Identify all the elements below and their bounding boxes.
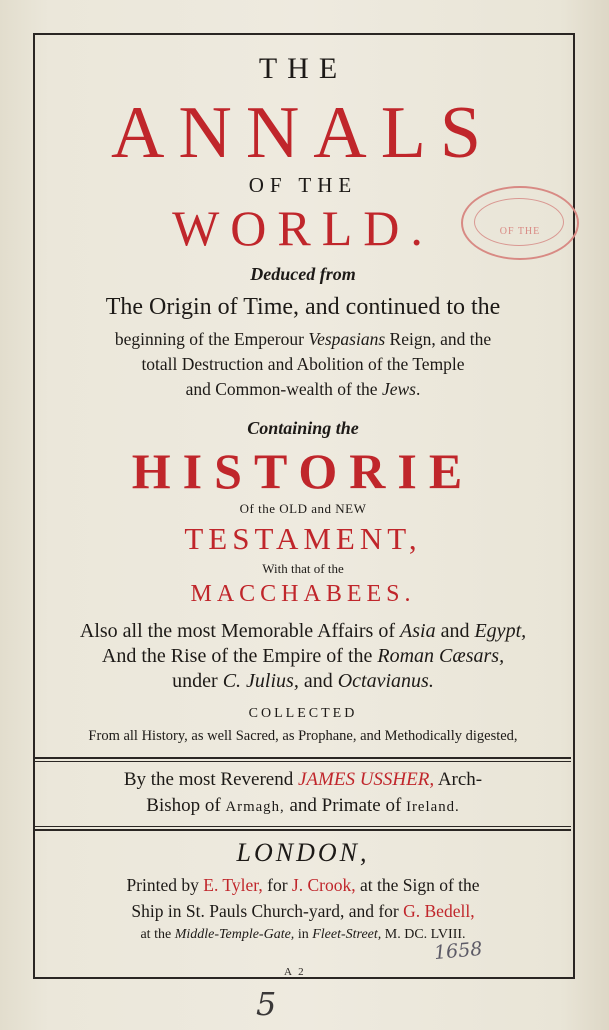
imprint-line-1: Printed by E. Tyler, for J. Crook, at the Sign of the [126,875,480,895]
title-world: WORLD. [172,200,434,256]
historie-heading: HISTORIE [131,443,475,499]
origin-line: The Origin of Time, and continued to the [105,294,501,320]
author-line-2: Bishop of Armagh, and Primate of Ireland. [146,795,460,816]
old-new-line: Of the OLD and NEW [239,501,367,516]
bookseller2-name: G. Bedell, [403,901,475,921]
imprint-date: M. DC. LVIII. [381,927,466,942]
rule-divider [35,761,571,762]
containing-the: Containing the [247,418,359,438]
also-line-2: And the Rise of the Empire of the Roman Cæsars, [101,645,505,667]
signature-mark: A 2 [284,966,306,978]
imprint-london: LONDON, [236,838,370,867]
subtitle-line-3: totall Destruction and Abolition of the Temple [141,354,465,374]
with-that-line: With that of the [262,561,344,576]
imprint-line-3: at the Middle-Temple-Gate, in Fleet-Street, M. DC. LVIII. [140,927,466,942]
imprint-line-2: Ship in St. Pauls Church-yard, and for G. Bedell, [131,901,475,921]
printer-name: E. Tyler, [203,875,263,895]
rule-divider [35,826,571,827]
collected-label: COLLECTED [248,706,358,721]
page-number: 5 [256,985,277,1023]
also-line-1: Also all the most Memorable Affairs of Asia and Egypt, [79,620,527,642]
deduced-from: Deduced from [250,264,356,284]
macchabees-heading: MACCHABEES. [190,581,416,607]
rule-divider [35,757,571,759]
title-the: THE [258,52,348,85]
handwritten-year: 1658 [433,937,484,965]
author-name: JAMES USSHER, [297,769,435,790]
subtitle-line-4: and Common-wealth of the Jews. [185,379,421,399]
rule-divider [35,829,571,831]
stamp-text: OF THE [499,226,541,237]
also-line-3: under C. Julius, and Octavianus. [172,670,434,692]
title-annals: ANNALS [110,92,496,174]
from-all-history: From all History, as well Sacred, as Prophane, and Methodically digested, [88,728,518,744]
subtitle-line-2: beginning of the Emperour Vespasians Reign, and the [114,329,492,349]
bookseller-name: J. Crook, [291,875,356,895]
title-of-the: OF THE [248,173,358,197]
author-line-1: By the most Reverend JAMES USSHER, Arch- [123,769,483,790]
testament-heading: TESTAMENT, [184,521,422,556]
